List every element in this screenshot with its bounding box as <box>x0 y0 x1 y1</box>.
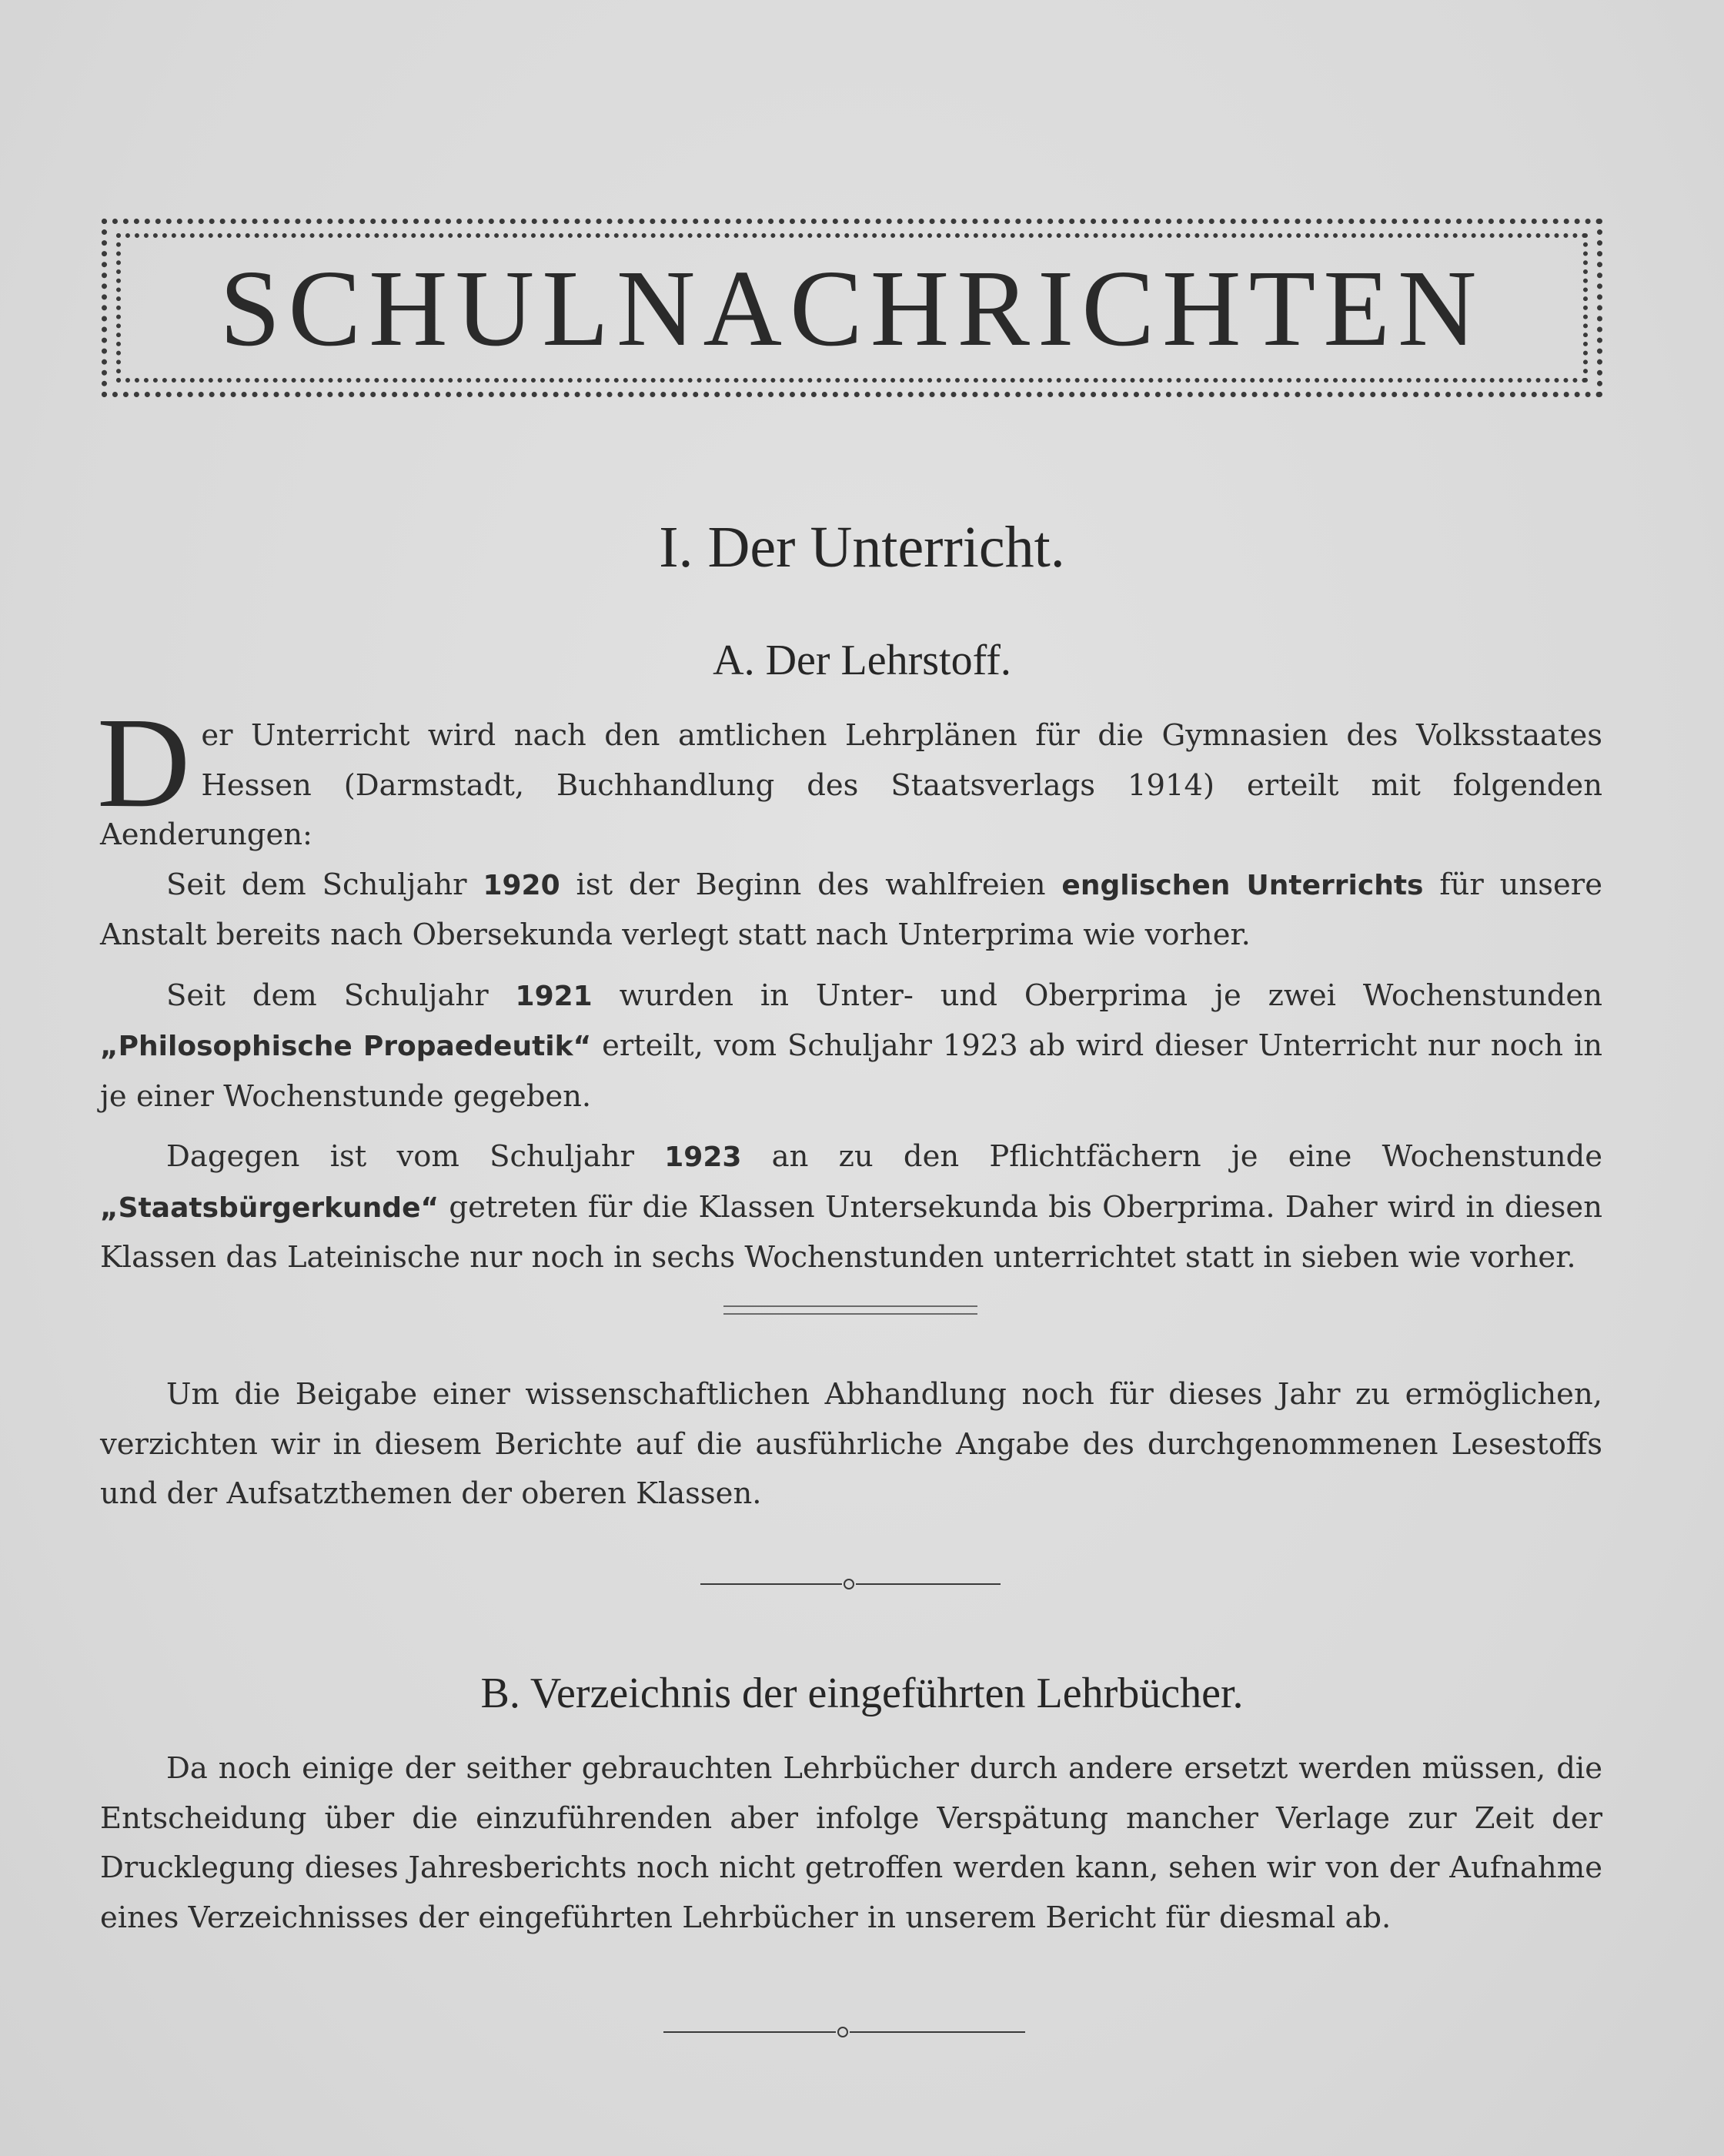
title-banner <box>102 219 1602 397</box>
paragraph-lehrbuecher: Da noch einige der seither gebrauchten Lehrbücher durch andere ersetzt werden müssen, die Entscheidung über die einzuführenden aber infolge Verspätung mancher Verlage zur Zeit der Drucklegung dieses Jahresberichts noch nicht getroffen werden kann, sehen wir von der Aufnahme eines Verzeichnisses der eingeführten Lehrbücher in unserem Bericht für diesmal ab. <box>100 1751 1602 1935</box>
paragraph-1921: Seit dem Schuljahr 1921 wurden in Unter- und Oberprima je zwei Wochenstunden „Philosophische Propaedeutik“ erteilt, vom Schuljahr 1923 ab wird dieser Unterricht nur noch in je einer Wochenstunde gegeben. <box>100 978 1603 1114</box>
section-heading-unterricht: I. Der Unterricht. <box>659 515 1065 580</box>
paragraph-abhandlung: Um die Beigabe einer wissenschaftlichen Abhandlung noch für dieses Jahr zu ermöglichen, verzichten wir in diesem Berichte auf die ausführliche Angabe des durchgenommenen Lesestoffs und der Aufsatzthemen der oberen Klassen. <box>100 1377 1602 1511</box>
drop-cap: D <box>97 691 191 834</box>
ornament-rule-end <box>663 2023 1025 2041</box>
paragraph-1920: Seit dem Schuljahr 1920 ist der Beginn des wahlfreien englischen Unterrichts für unsere Anstalt bereits nach Obersekunda verlegt statt nach Unterprima wie vorher. <box>100 867 1602 952</box>
ornament-rule-divider <box>700 1575 1001 1593</box>
paragraph-1923: Dagegen ist vom Schuljahr 1923 an zu den Pflichtfächern je eine Wochenstunde „Staatsbürgerkunde“ getreten für die Klassen Untersekunda bis Oberprima. Daher wird in diesen Klassen das Lateinische nur noch in sechs Wochenstunden unterrichtet statt in sieben wie vorher. <box>100 1139 1602 1275</box>
subsection-heading-lehrstoff: A. Der Lehrstoff. <box>713 637 1011 684</box>
lehrstoff-text-block <box>97 691 1603 1283</box>
subsection-heading-lehrbuecher: B. Verzeichnis der eingeführten Lehrbücher. <box>480 1670 1244 1717</box>
paragraph-intro: Der Unterricht wird nach den amtlichen Lehrplänen für die Gymnasien des Volksstaates Hessen (Darmstadt, Buchhandlung des Staatsverlags 1914) erteilt mit folgenden Aenderungen: <box>97 691 1602 852</box>
page-title: SCHULNACHRICHTEN <box>219 247 1485 369</box>
double-rule-divider <box>723 1305 977 1315</box>
lehrbuecher-text-block <box>100 1744 1602 1943</box>
abhandlung-text-block <box>100 1370 1602 1519</box>
